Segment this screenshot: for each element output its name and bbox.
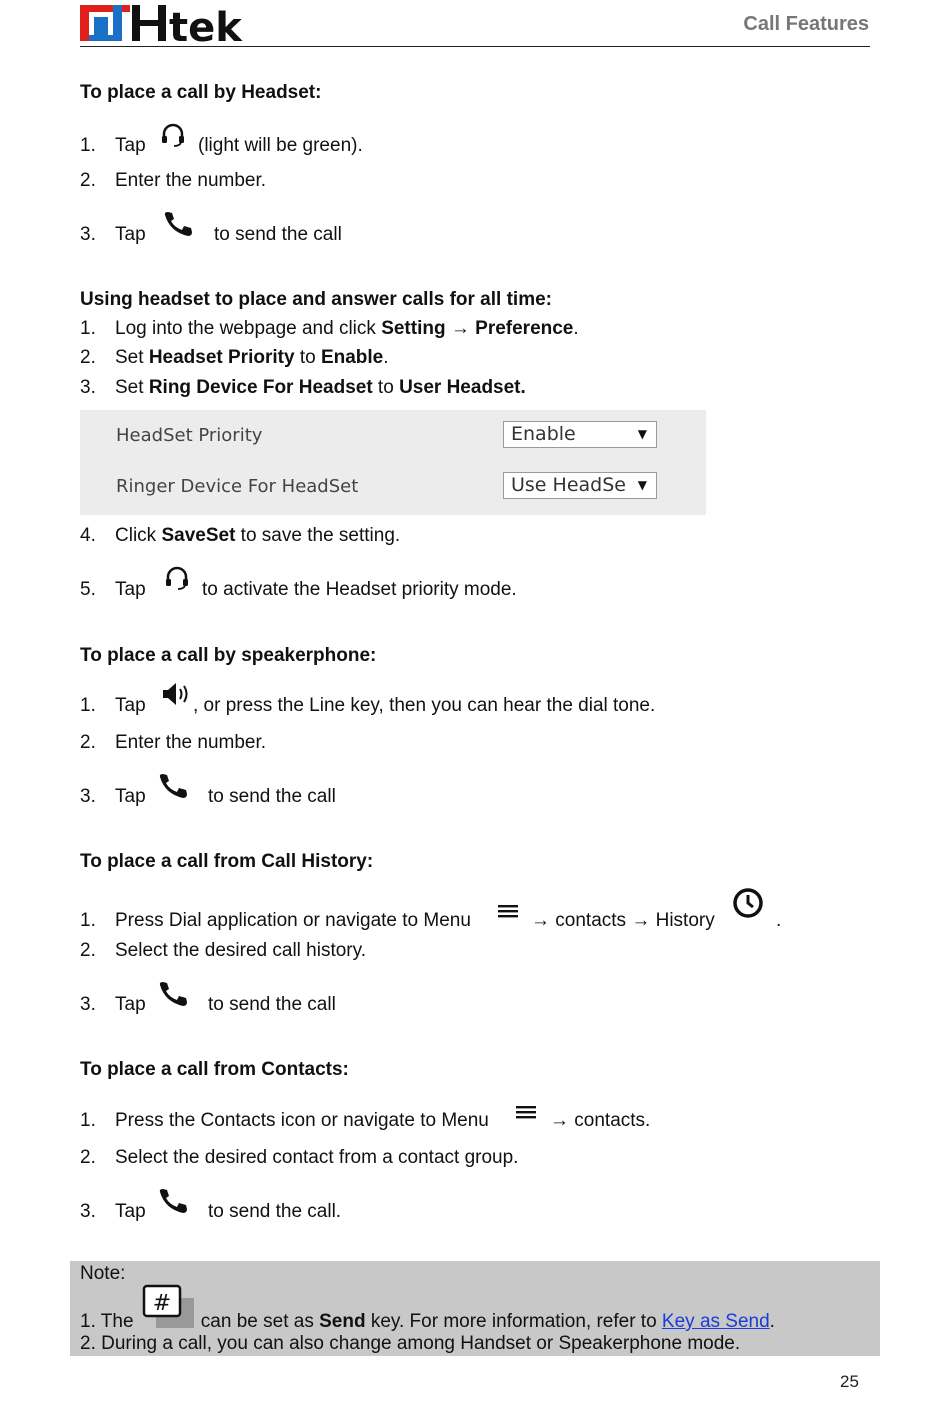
headset-always-step-5-after: to activate the Headset priority mode. bbox=[202, 579, 517, 600]
phone-call-icon[interactable] bbox=[157, 1187, 193, 1217]
history-clock-icon[interactable] bbox=[731, 886, 765, 920]
history-step-1: 1. Press Dial application or navigate to Menu bbox=[80, 910, 471, 931]
speaker-step-1: 1. Tap bbox=[80, 695, 146, 716]
dropdown-arrow-icon: ▼ bbox=[637, 427, 647, 441]
headset-icon[interactable] bbox=[160, 122, 186, 148]
page-number: 25 bbox=[840, 1372, 859, 1391]
history-step-3-after: to send the call bbox=[208, 994, 336, 1015]
speaker-icon[interactable] bbox=[160, 680, 192, 708]
settings-screenshot bbox=[80, 410, 706, 515]
note-line-2: 2. During a call, you can also change among Handset or Speakerphone mode. bbox=[80, 1333, 741, 1354]
speaker-step-3: 3. Tap bbox=[80, 786, 146, 807]
contacts-step-1: 1. Press the Contacts icon or navigate to Menu bbox=[80, 1110, 489, 1131]
headset-step-1: 1. Tap bbox=[80, 135, 146, 156]
hash-key-icon[interactable] bbox=[142, 1284, 196, 1330]
speaker-step-3-after: to send the call bbox=[208, 786, 336, 807]
contacts-step-1-post: → contacts. bbox=[550, 1110, 651, 1131]
headset-always-step-1: 1. Log into the webpage and click Setting → Preference. bbox=[80, 318, 579, 339]
history-step-3: 3. Tap bbox=[80, 994, 146, 1015]
headset-always-step-4: 4. Click SaveSet to save the setting. bbox=[80, 525, 401, 546]
contacts-call-title: To place a call from Contacts: bbox=[80, 1059, 349, 1080]
history-step-1-mid: → contacts → History bbox=[531, 910, 715, 931]
headset-step-3: 3. Tap bbox=[80, 224, 146, 245]
section-title-header: Call Features bbox=[743, 13, 869, 35]
svg-text:#: # bbox=[152, 1291, 172, 1316]
headset-always-title: Using headset to place and answer calls for all time: bbox=[80, 289, 552, 310]
contacts-step-3-after: to send the call. bbox=[208, 1201, 342, 1222]
menu-icon[interactable] bbox=[514, 1103, 538, 1121]
speaker-step-2: 2. Enter the number. bbox=[80, 732, 267, 753]
menu-icon[interactable] bbox=[496, 902, 520, 920]
htek-logo bbox=[80, 2, 255, 44]
headset-always-step-2: 2. Set Headset Priority to Enable. bbox=[80, 347, 389, 368]
ringer-device-select[interactable]: Use HeadSe ▼ bbox=[503, 472, 657, 499]
note-label: Note: bbox=[80, 1263, 126, 1284]
headset-always-step-5: 5. Tap bbox=[80, 579, 146, 600]
headset-always-step-3: 3. Set Ring Device For Headset to User Headset. bbox=[80, 377, 526, 398]
phone-call-icon[interactable] bbox=[157, 772, 193, 802]
speaker-step-1-after: , or press the Line key, then you can hear the dial tone. bbox=[193, 695, 656, 716]
headset-call-title: To place a call by Headset: bbox=[80, 82, 322, 103]
phone-call-icon[interactable] bbox=[157, 980, 193, 1010]
headset-step-3-after: to send the call bbox=[214, 224, 342, 245]
contacts-step-3: 3. Tap bbox=[80, 1201, 146, 1222]
history-step-2: 2. Select the desired call history. bbox=[80, 940, 366, 961]
note-line-1: 1. The can be set as Send key. For more information, refer to Key as Send. bbox=[80, 1311, 775, 1332]
key-as-send-link[interactable]: Key as Send bbox=[661, 1311, 770, 1332]
headset-priority-label: HeadSet Priority bbox=[116, 425, 263, 446]
contacts-step-2: 2. Select the desired contact from a contact group. bbox=[80, 1147, 519, 1168]
headset-priority-select[interactable]: Enable ▼ bbox=[503, 421, 657, 448]
speaker-call-title: To place a call by speakerphone: bbox=[80, 645, 377, 666]
ringer-device-label: Ringer Device For HeadSet bbox=[116, 476, 359, 497]
history-call-title: To place a call from Call History: bbox=[80, 851, 374, 872]
history-step-1-post: . bbox=[776, 910, 782, 931]
headset-icon[interactable] bbox=[164, 565, 190, 591]
dropdown-arrow-icon: ▼ bbox=[637, 478, 647, 492]
headset-step-2: 2. Enter the number. bbox=[80, 170, 267, 191]
headset-step-1-after: (light will be green). bbox=[198, 135, 363, 156]
header-divider bbox=[80, 46, 870, 47]
phone-call-icon[interactable] bbox=[162, 210, 198, 240]
svg-text:tek: tek bbox=[169, 5, 242, 44]
